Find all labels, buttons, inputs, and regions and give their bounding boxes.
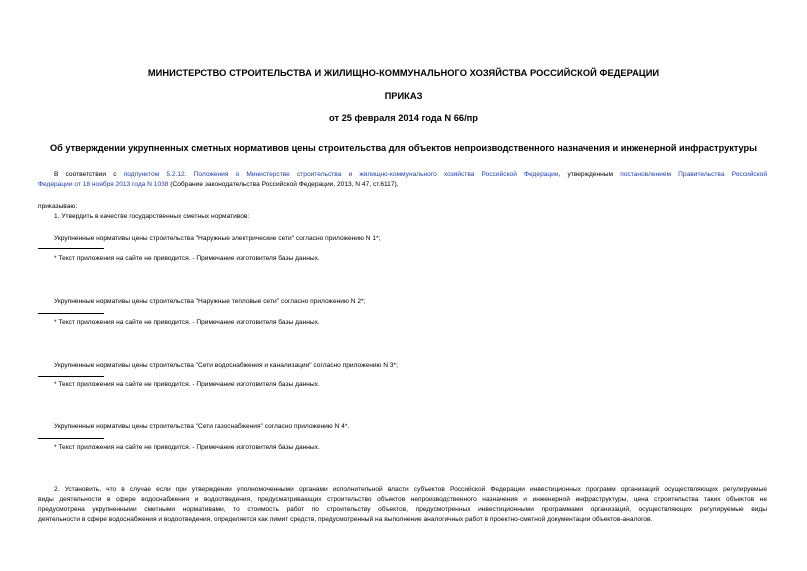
date-number-heading: от 25 февраля 2014 года N 66/пр — [329, 113, 478, 123]
norm-2-text: Укрупненные нормативы цены строительства "Наружные тепловые сети" согласно приложению N 2*; — [54, 298, 366, 305]
preamble-text-start: В соответствии с — [54, 171, 124, 178]
norm-3-text: Укрупненные нормативы цены строительства "Сети водоснабжения и канализации" согласно приложению N 3*; — [54, 362, 398, 369]
footnote-divider-2 — [38, 313, 104, 314]
preamble-line-1 — [38, 170, 767, 179]
government-decree-link-part1[interactable]: постановлением Правительства Российской — [620, 171, 768, 178]
ministry-heading: МИНИСТЕРСТВО СТРОИТЕЛЬСТВА И ЖИЛИЩНО-КОММУНАЛЬНОГО ХОЗЯЙСТВА РОССИЙСКОЙ ФЕДЕРАЦИИ — [147, 68, 660, 78]
item-2-line-4: деятельности в сфере водоснабжения и водоотведения, определяется как лимит средств, предусмотренный на выполнение аналогичных работ в проектно-сметной документации объектов-аналогов. — [38, 516, 653, 523]
footnote-divider-3 — [38, 376, 104, 377]
footnote-divider-4 — [38, 438, 104, 439]
regulation-link[interactable]: подпунктом 5.2.12. Положения о Министерстве строительства и жилищно-коммунального хозяйства Российской Федерации — [123, 171, 559, 178]
preamble-line-2 — [38, 180, 399, 189]
document-title: Об утверждении укрупненных сметных нормативов цены строительства для объектов непроизводственного назначения и инженерной инфраструктуры — [50, 143, 757, 153]
item-2-line-1: 2. Установить, что в случае если при утверждении уполномоченными органами исполнительной власти субъектов Российской Федерации инвестиционных программ организаций осуществляющих регулируемые — [54, 486, 767, 493]
item-2-line-2: виды деятельности в сфере водоснабжения и водоотведения, предусматривающих строительство объектов непроизводственного назначения и инженерной инфраструктуры, цена строительства таких объектов не — [38, 496, 767, 503]
item-2-line-3: предусмотрена укрупненными сметными нормативами, то стоимость работ по строительству объектов, предусмотренных инвестиционными программами организаций, осуществляющих регулируемые виды — [38, 506, 767, 513]
preamble-text-mid: , утвержденным — [558, 171, 621, 178]
norm-2-note: * Текст приложения на сайте не приводится. - Примечание изготовителя базы данных. — [54, 319, 320, 326]
order-word: приказываю: — [38, 203, 78, 210]
footnote-divider-1 — [38, 248, 104, 249]
norm-4-note: * Текст приложения на сайте не приводится. - Примечание изготовителя базы данных. — [54, 444, 320, 451]
preamble-text-end: (Собрание законодательства Российской Федерации, 2013, N 47, ст.6117), — [168, 181, 399, 188]
norm-1-text: Укрупненные нормативы цены строительства "Наружные электрические сети" согласно приложению N 1*; — [54, 235, 381, 242]
doc-type-heading: ПРИКАЗ — [384, 91, 423, 101]
norm-4-text: Укрупненные нормативы цены строительства "Сети газоснабжения" согласно приложению N 4*. — [54, 423, 350, 430]
norm-1-note: * Текст приложения на сайте не приводится. - Примечание изготовителя базы данных. — [54, 255, 320, 262]
item-1-text: 1. Утвердить в качестве государственных сметных нормативов: — [54, 213, 250, 220]
norm-3-note: * Текст приложения на сайте не приводится. - Примечание изготовителя базы данных. — [54, 381, 320, 388]
government-decree-link-part2[interactable]: Федерации от 18 ноября 2013 года N 1038 — [38, 181, 169, 188]
